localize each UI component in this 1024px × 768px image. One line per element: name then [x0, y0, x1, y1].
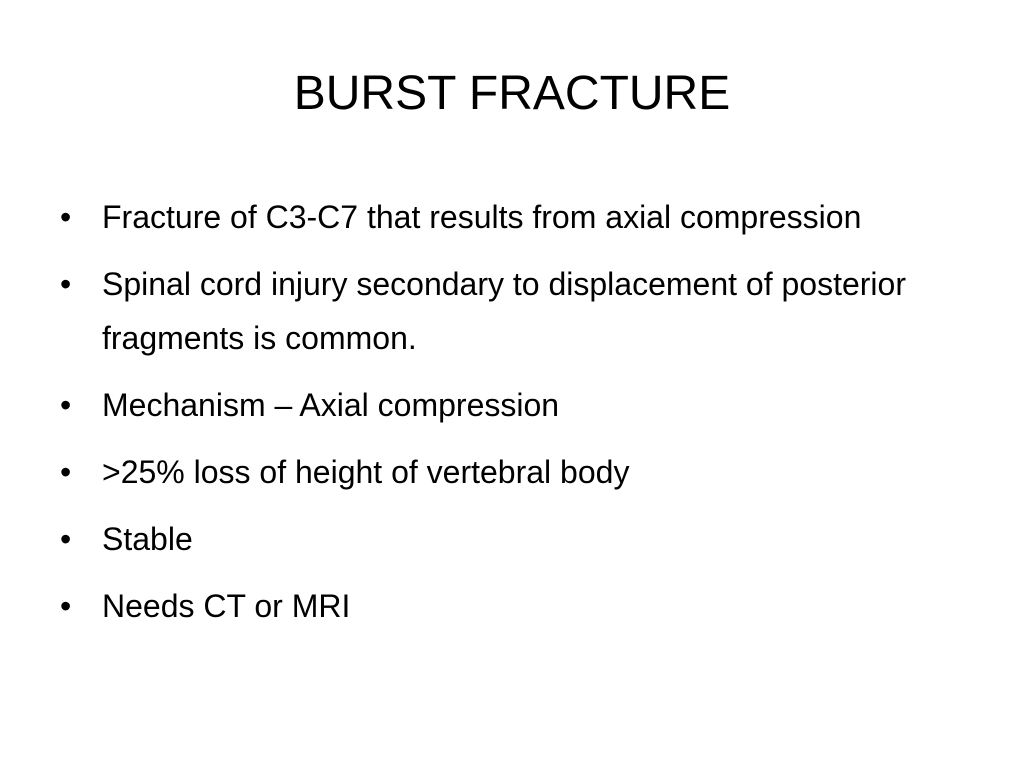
bullet-text: >25% loss of height of vertebral body [102, 454, 630, 490]
bullet-list [56, 190, 956, 646]
bullet-text: Spinal cord injury secondary to displacement of posterior fragments is common. [102, 266, 906, 356]
bullet-text: Fracture of C3-C7 that results from axial compression [102, 199, 862, 235]
bullet-item [56, 512, 956, 566]
bullet-text: Mechanism – Axial compression [102, 387, 560, 423]
bullet-item [56, 190, 956, 244]
bullet-dot-icon: • [60, 266, 72, 302]
slide-title: BURST FRACTURE [293, 67, 731, 120]
bullet-text: Stable [102, 521, 193, 557]
bullet-dot-icon: • [60, 588, 72, 624]
bullet-text: Needs CT or MRI [102, 588, 351, 624]
bullet-item [56, 579, 956, 633]
bullet-item [56, 445, 956, 499]
bullet-dot-icon: • [60, 454, 72, 490]
bullet-item [56, 378, 956, 432]
bullet-dot-icon: • [60, 199, 72, 235]
bullet-dot-icon: • [60, 521, 72, 557]
bullet-item [56, 257, 956, 365]
bullet-dot-icon: • [60, 387, 72, 423]
